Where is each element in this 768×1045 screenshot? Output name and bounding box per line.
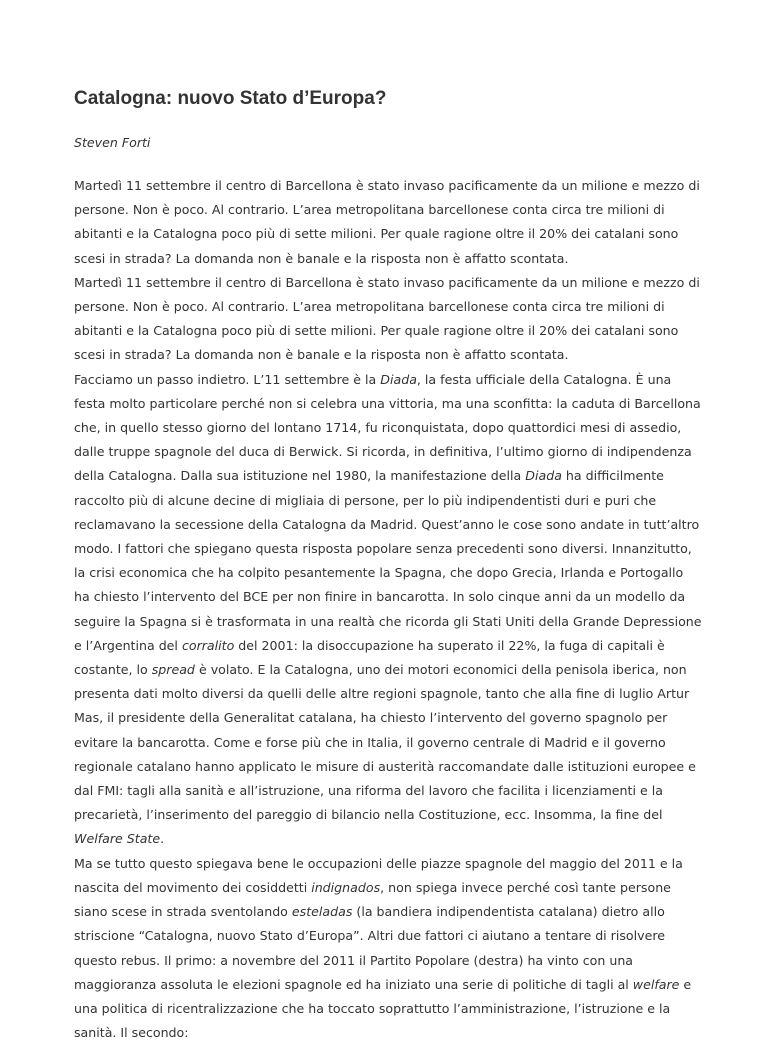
article-paragraph (74, 368, 702, 852)
paragraph-text: è volato. E la Catalogna, uno dei motori economici della penisola iberica, non presenta dati molto diversi da quelli delle altre regioni spagnole, tanto che alla fine di luglio Artur Mas, il presidente della Generalitat catalana, ha chiesto l’intervento del governo spagnolo per evitare la bancarotta. Come e forse più che in Italia, il governo centrale di Madrid e il governo regionale catalano hanno applicato le misure di austerità raccomandate dalle istituzioni europee e dal FMI: tagli alla sanità e all’istruzione, una riforma del lavoro che facilita i licenziamenti e la precarietà, l’inserimento del pareggio di bilancio nella Costituzione, ecc. Insomma, la fine del (74, 662, 696, 823)
paragraph-text: , la festa ufficiale della Catalogna. È una festa molto particolare perché non si celebra una vittoria, ma una sconfitta: la caduta di Barcellona che, in quello stesso giorno del lontano 1714, fu riconquistata, dopo quattordici mesi di assedio, dalle truppe spagnole del duca di Berwick. Si ricorda, in definitiva, l’ultimo giorno di indipendenza della Catalogna. Dalla sua istituzione nel 1980, la manifestazione della (74, 371, 701, 484)
italic-term: Diada (525, 468, 562, 484)
paragraph-text: . (160, 831, 165, 847)
paragraph-text: e una politica di ricentralizzazione che ha toccato soprattutto l’amministrazione, l’istruzione e la sanità. Il secondo: (74, 976, 692, 1041)
paragraph-text: ha difficilmente raccolto più di alcune decine di migliaia di persone, per lo più indipendentisti duri e puri che reclamavano la secessione della Catalogna da Madrid. Quest’anno le cose sono andate in tutt’altro modo. I fattori che spiegano questa risposta popolare senza precedenti sono diversi. Innanzitutto, la crisi economica che ha colpito pesantemente la Spagna, che dopo Grecia, Irlanda e Portogallo ha chiesto l’intervento del BCE per non finire in bancarotta. In solo cinque anni da un modello da seguire la Spagna si è trasformata in una realtà che ricorda gli Stati Uniti della Grande Depressione e l’Argentina del (74, 468, 702, 653)
paragraph-text: del 2001: la disoccupazione ha superato il 22%, la fuga di capitali è costante, lo (74, 637, 665, 678)
article-paragraph (74, 271, 702, 368)
italic-term: corralito (181, 637, 235, 653)
italic-term: welfare (632, 976, 680, 992)
paragraph-text: , non spiega invece perché così tante persone siano scese in strada sventolando (74, 879, 671, 920)
italic-term: indignados (311, 879, 381, 895)
paragraph-text: Martedì 11 settembre il centro di Barcellona è stato invaso pacificamente da un milione e mezzo di persone. Non è poco. Al contrario. L’area metropolitana barcellonese conta circa tre milioni di abitanti e la Catalogna poco più di sette milioni. Per quale ragione oltre il 20% dei catalani sono scesi in strada? La domanda non è banale e la risposta non è affatto scontata. (74, 274, 700, 363)
italic-term: Welfare State (74, 831, 161, 847)
document-page (74, 0, 702, 1045)
article-author: Steven Forti (74, 135, 151, 150)
paragraph-text: Ma se tutto questo spiegava bene le occupazioni delle piazze spagnole del maggio del 2011 e la nascita del movimento dei cosiddetti (74, 855, 683, 895)
paragraph-text: (la bandiera indipendentista catalana) dietro allo striscione “Catalogna, nuovo Stato d’Europa”. Altri due fattori ci aiutano a tentare di risolvere questo rebus. Il primo: a novembre del 2011 il Partito Popolare (destra) ha vinto con una maggioranza assoluta le elezioni spagnole ed ha iniziato una serie di politiche di tagli al (74, 904, 665, 992)
article-body (74, 174, 702, 1045)
article-paragraph (74, 174, 702, 271)
italic-term: Diada (380, 371, 417, 387)
italic-term: spread (151, 662, 195, 678)
paragraph-text: Martedì 11 settembre il centro di Barcellona è stato invaso pacificamente da un milione e mezzo di persone. Non è poco. Al contrario. L’area metropolitana barcellonese conta circa tre milioni di abitanti e la Catalogna poco più di sette milioni. Per quale ragione oltre il 20% dei catalani sono scesi in strada? La domanda non è banale e la risposta non è affatto scontata. (74, 178, 700, 266)
italic-term: esteladas (291, 904, 353, 920)
paragraph-text: Facciamo un passo indietro. L’11 settembre è la (74, 371, 381, 387)
article-title: Catalogna: nuovo Stato d’Europa? (74, 88, 387, 109)
article-paragraph (74, 852, 702, 1045)
